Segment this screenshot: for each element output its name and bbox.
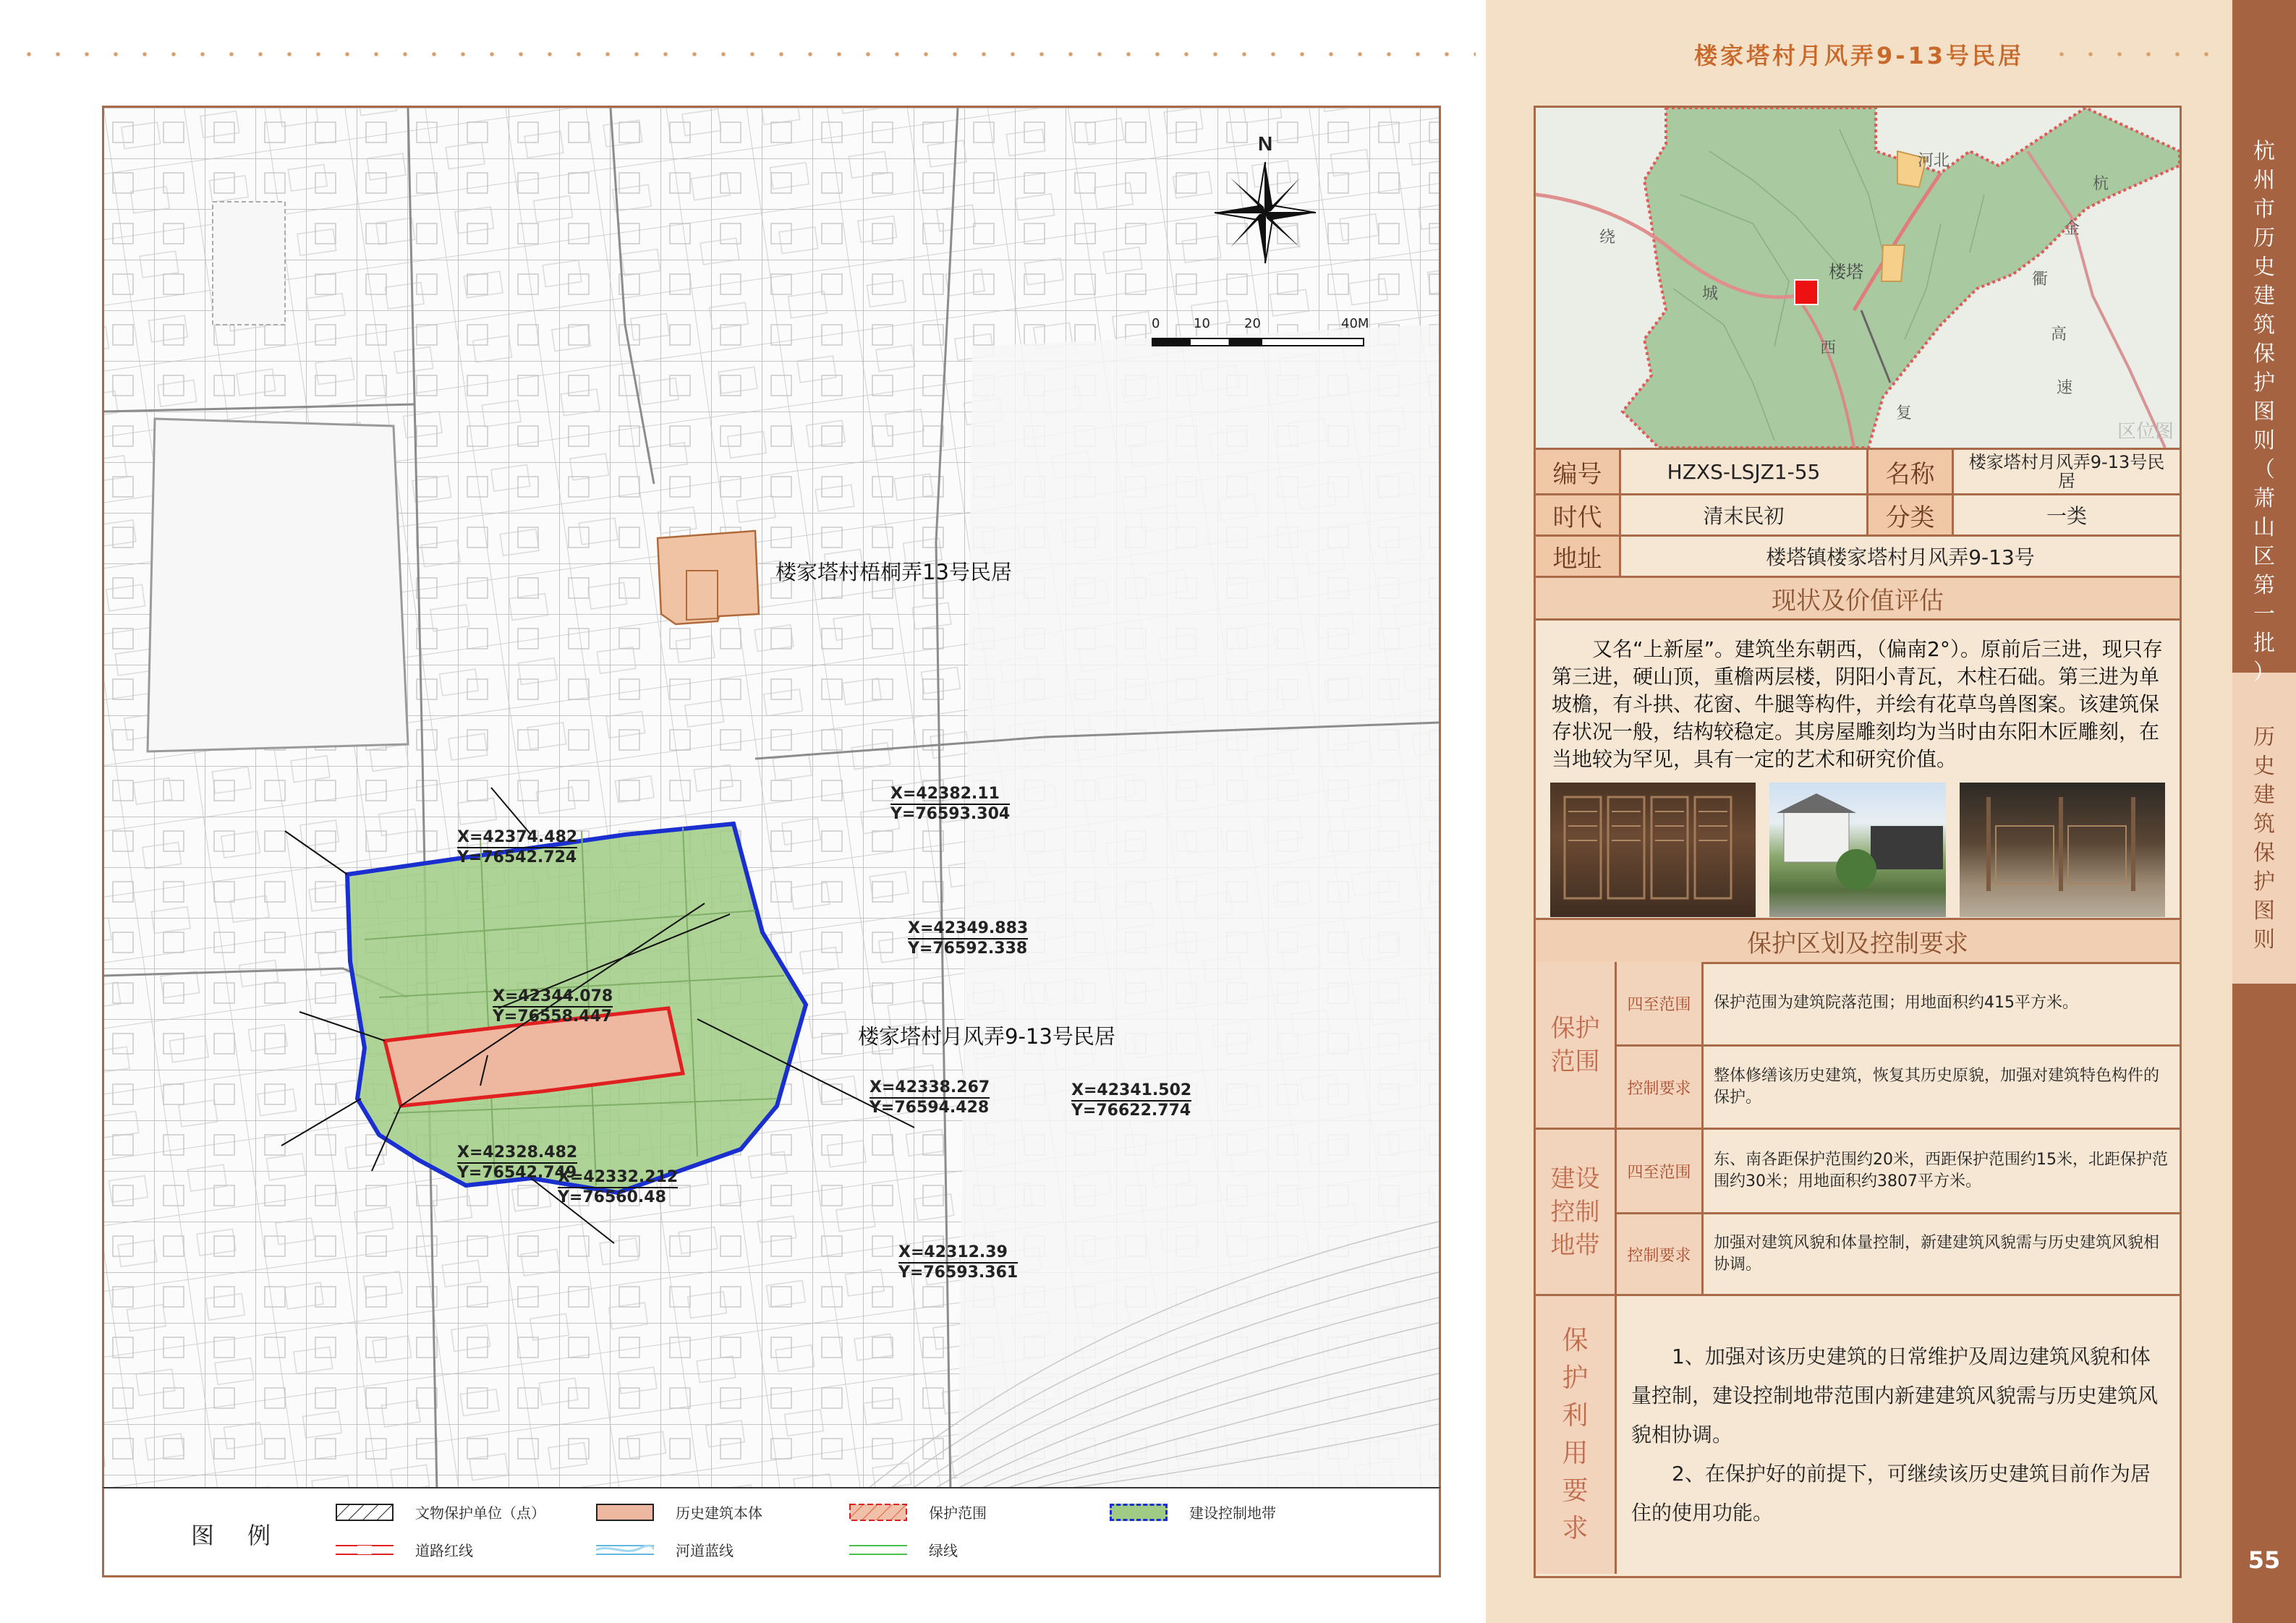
scale-tick-40: 40M <box>1341 316 1369 331</box>
location-map-caption: 区位图 <box>2117 421 2174 443</box>
name-label: 名称 <box>1868 450 1954 493</box>
loc-label-jin: 金 <box>2064 220 2080 238</box>
control-zone-label: 建设 控制 地带 <box>1536 1130 1617 1294</box>
north-arrow <box>1200 132 1330 281</box>
loc-label-gao: 高 <box>2051 325 2067 344</box>
info-card <box>1534 106 2182 1578</box>
use-requirement-2: 2、在保护好的前提下，可继续该历史建筑目前作为居住的使用功能。 <box>1631 1462 2151 1525</box>
coord-callout-7: X=42328.482 Y=76542.749 <box>457 1143 578 1182</box>
id-label: 编号 <box>1536 450 1621 493</box>
name-value: 楼家塔村月风弄9-13号民居 <box>1968 452 2165 491</box>
loc-label-hang: 杭 <box>2093 175 2109 193</box>
site-plan-map[interactable] <box>102 106 1441 1494</box>
loc-label-fu: 复 <box>1896 404 1913 422</box>
neighbor-building-label: 楼家塔村梧桐弄13号民居 <box>775 560 1012 584</box>
svg-text:楼塔: 楼塔 <box>1829 262 1863 282</box>
loc-label-hebei: 河北 <box>1918 152 1950 170</box>
legend-item-control: 建设控制地带 <box>1110 1501 1276 1522</box>
info-row-id-name <box>1536 450 2180 495</box>
scale-bar <box>1152 316 1369 361</box>
assessment-heading-row <box>1536 578 2180 621</box>
use-requirements-block <box>1536 1296 2180 1574</box>
coord-callout-3: X=42349.883 Y=76592.338 <box>908 919 1029 958</box>
protection-heading-row <box>1536 918 2180 964</box>
coord-callout-5: X=42338.267 Y=76594.428 <box>869 1078 990 1117</box>
loc-label-cheng: 城 <box>1702 285 1719 303</box>
info-row-address <box>1536 537 2180 578</box>
coord-callout-6: X=42341.502 Y=76622.774 <box>1071 1081 1192 1120</box>
coord-callout-2: X=42374.482 Y=76542.724 <box>457 828 578 866</box>
north-label: N <box>1258 132 1273 155</box>
control-req-row <box>1617 1214 2180 1294</box>
legend-item-protect: 保护范围 <box>849 1501 987 1522</box>
control-zone-block <box>1536 1130 2180 1296</box>
side-tab-series[interactable]: 杭 州 市 历 史 建 筑 保 护 图 则 （ 萧 山 区 第 一 批 ） <box>2253 139 2275 685</box>
scale-tick-20: 20 <box>1244 316 1261 331</box>
info-row-era-category <box>1536 495 2180 537</box>
loc-label-xi: 西 <box>1820 339 1837 357</box>
legend-item-road: 道路红线 <box>336 1539 473 1560</box>
coord-callout-8: X=42332.212 Y=76560.48 <box>558 1168 679 1206</box>
control-scope-row <box>1617 1130 2180 1214</box>
legend-item-building: 历史建筑本体 <box>596 1501 762 1522</box>
loc-label-rao: 绕 <box>1599 229 1616 247</box>
open-field <box>958 325 1439 1492</box>
control-req-text: 加强对建筑风貌和体量控制，新建建筑风貌需与历史建筑风貌相协调。 <box>1714 1234 2160 1274</box>
location-map[interactable] <box>1536 108 2180 450</box>
page-number: 55 <box>2248 1546 2281 1574</box>
protect-range-label: 保护 范围 <box>1536 962 1617 1128</box>
protect-range-block <box>1536 962 2180 1130</box>
main-building-label: 楼家塔村月风弄9-13号民居 <box>858 1024 1115 1049</box>
assessment-heading: 现状及价值评估 <box>1536 578 2180 618</box>
loc-label-qu: 衢 <box>2032 270 2049 289</box>
market-plot <box>148 419 408 751</box>
id-value: HZXS-LSJZ1-55 <box>1621 450 1868 493</box>
legend-item-greenline: 绿线 <box>849 1539 958 1560</box>
protect-scope-label: 四至范围 <box>1617 962 1704 1044</box>
protect-req-row <box>1617 1047 2180 1128</box>
category-value: 一类 <box>2046 504 2087 528</box>
era-value: 清末民初 <box>1621 495 1868 534</box>
assessment-text: 又名“上新屋”。建筑坐东朝西，（偏南2°）。原前后三进，现只存第三进，硬山顶，重檐两层楼，阴阳小青瓦，木柱石础。第三进为单坡檐，有斗拱、花窗、牛腿等构件，并绘有花草鸟兽图案。该建筑保存状况一般，结构较稳定。其房屋雕刻均为当时由东阳木匠雕刻，在当地较为罕见，具有一定的艺术和研究价值。 <box>1552 637 2163 771</box>
page-title: 楼家塔村月风弄9-13号民居 <box>1693 42 2025 69</box>
use-requirements-text <box>1617 1296 2180 1574</box>
side-tab-bar <box>2232 0 2296 1623</box>
control-scope-text: 东、南各距保护范围约20米，西距保护范围约15米，北距保护范围约30米；用地面积约3807平方米。 <box>1714 1151 2168 1190</box>
protection-heading: 保护区划及控制要求 <box>1536 920 2180 962</box>
top-dot-rule <box>14 52 1476 56</box>
scale-tick-10: 10 <box>1194 316 1210 331</box>
use-requirements-label: 保 护 利 用 要 求 <box>1536 1296 1617 1574</box>
protect-scope-text: 保护范围为建筑院落范围；用地面积约415平方米。 <box>1714 994 2078 1012</box>
address-value: 楼塔镇楼家塔村月风弄9-13号 <box>1766 545 2035 569</box>
legend-title: 图 例 <box>191 1522 284 1549</box>
site-location-marker[interactable] <box>1795 280 1818 304</box>
protect-scope-row <box>1617 962 2180 1047</box>
control-scope-label: 四至范围 <box>1617 1130 1704 1212</box>
address-label: 地址 <box>1536 537 1621 576</box>
protect-req-label: 控制要求 <box>1617 1047 1704 1128</box>
scale-tick-0: 0 <box>1152 316 1160 331</box>
side-tab-current[interactable]: 历 史 建 筑 保 护 图 则 <box>2253 725 2275 953</box>
legend-item-relic: 文物保护单位（点） <box>336 1501 545 1522</box>
coord-callout-9: X=42312.39 Y=76593.361 <box>898 1243 1019 1282</box>
photo-courtyard[interactable] <box>1769 783 1946 917</box>
coord-callout-1: X=42382.11 Y=76593.304 <box>890 785 1011 823</box>
map-legend <box>102 1487 1441 1577</box>
category-label: 分类 <box>1868 495 1954 534</box>
protect-req-text: 整体修缮该历史建筑，恢复其历史原貌，加强对建筑特色构件的保护。 <box>1714 1067 2160 1107</box>
location-map-svg <box>1536 108 2180 448</box>
legend-item-river: 河道蓝线 <box>596 1539 734 1560</box>
neighbor-historic-building[interactable] <box>658 531 759 624</box>
control-req-label: 控制要求 <box>1617 1214 1704 1294</box>
era-label: 时代 <box>1536 495 1621 534</box>
photo-carved-windows[interactable] <box>1550 783 1756 917</box>
coord-callout-4: X=42344.078 Y=76558.447 <box>493 987 613 1026</box>
site-plan-svg <box>104 108 1439 1492</box>
photo-hall-interior[interactable] <box>1960 783 2165 917</box>
use-requirement-1: 1、加强对该历史建筑的日常维护及周边建筑风貌和体量控制，建设控制地带范围内新建建筑风貌需与历史建筑风貌相协调。 <box>1631 1345 2159 1447</box>
loc-label-su: 速 <box>2057 379 2073 397</box>
